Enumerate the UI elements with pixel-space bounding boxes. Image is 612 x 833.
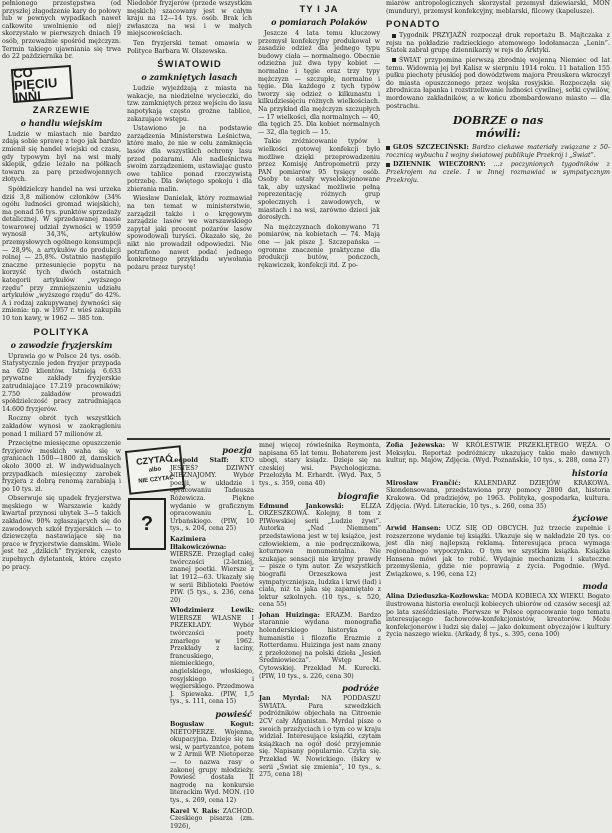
- ponadto-paragraph-2: [386, 57, 610, 110]
- book-jezewska: Zofia Jeżewska: W KRÓLESTWIE PRZEKLĘTEGO WĘŻA. O Meksyku. Reportaż podróżniczy ukazujący takie mało dawnych kultur, np. Majów, Zdjęcia. (Wyd. Poznańskie, 10 tys., s. 288, cena 27): [386, 442, 610, 465]
- polityka-paragraph-2: Roczny obrót tych wszystkich zakładów wynosi w zaokrągleniu ponad 1 miliard 57 milionów zł.: [2, 415, 121, 438]
- book-huizinga: Johan Huizinga: ERAZM. Bardzo starannie wydana monografia holenderskiego historyka o humanistie i filozofie Erazmie z Rotterdamu. Huizinga jest nam znany z przełożonej na polski dzieła „Jesień Średniowiecza”. Wstęp M. Cytowskiej. Przekład M. Kurecki. (PIW, 10 tys., s. 226, cena 30): [259, 611, 381, 680]
- moda-label: moda: [582, 581, 608, 592]
- rais-continued: mnej więcej rówieśnika Reymonta, napisana 65 lat temu. Bohaterem jest ubogi, stary ksiądz. Dzieje się na czeskiej wsi. Psychologiczna. Przełożyła M. Erhardt. (Wyd. Pax, 5 tys., s. 359, cena 40): [259, 442, 381, 487]
- column-1: [2, 0, 121, 573]
- col2-top-text-2: Ten fryzjerski temat omawia w Polityce Barbara W. Olszewska.: [127, 39, 252, 55]
- czytac-text-2: albo: [148, 466, 162, 474]
- book-lewik: Włodzimierz Lewik: WIERSZE WŁASNE I PRZEKŁADY. Wybór twórczości poety zmarłego w 1962. Przekłady z łaciny, francuskiego, niemieckiego, angielskiego, włoskiego, rosyjskiego i węgierskiego. Przedmowa J. Spiewaka. (PIW, 1,5 tys., s. 111, cena 15): [170, 607, 254, 706]
- glos-label: GŁOS SZCZECIŃSKI:: [393, 144, 469, 152]
- polityka-paragraph-3: Przeciętne miesięczne opuszczenie fryzjerów męskich waha się w granicach 1500—1800 zł, damskich około 3000 zł. W indywidualnych przypadkach miesięczny zarobek fryzjera z dobrą renomą zarabiają i po 10 tys. zł.: [2, 440, 121, 493]
- tyija-paragraph-1: Jeszcze 4 lata temu kluczowy przemysł konfekcyjny produkował w zasadzie odzież dla jednego typu budowy ciała — normalnego. Obecnie odzieżna już dwa typy kobiet — normalne i tęgie oraz trzy typy mężczyzn — szczupłe, normalne i tęgie. Dla każdego z tych typów tworzy się odzież o kilkunastu i kilkudziesięciu różnych wielkościach. Na przykład dla mężczyzn szczupłych — 17 wielkości, dla normalnych — 40, dla tęgich 25. Dla kobiet normalnych — 32, dla tęgich — 15.: [258, 30, 380, 136]
- col1-top-text: pełnionego przestępstwa (od przyszłej złagodzenie kary do połowy lub w pewnych wypadkach nawet całkowite uwolnienie od niej) skorzystało w pierwszych dniach 19 osób, przeważnie spośród mężczyzn. Termin takiego ujawniania się trwa do 22 października br.: [2, 0, 121, 61]
- book-jankowski: Edmund Jankowski: ELIZA ORZESZKOWA. Kolejny, 8 tom z PIWowskiej serii „Ludzie żywi”. Autorka „Nad Niemnem” przedstawiona jest w tej książce, jest człowiekiem, a nie podręcznikowa, koturnowa monumentalna. Nie szukając sensacji nie kryjmy prawdy — pisze o tym autor. Ze wszystkich biografii Orzeszkowa jest sympatyczniejsza, ludzka i krwi (ład) i ciała, niż ta jaka się zapamiętało z lektur szkolnych. (10 tys., s. 520, cena 55): [259, 502, 381, 609]
- book-dzieduszka: Alina Dzieduszka-Kozłowska: MODA KOBIECA XX WIEKU. Bogato ilustrowana historia ewolucji kobiecych ubiorów od czasów secesji aż po lata sześćdziesiąte. Pierwsze w Polsce opracowanie tego tematu interesującego fachowców-konfekcjonistów, kreatorów. Może konfekcjonerów i ludzi się dalej — jako dokument obyczajów i kultury życia naszego wieku. (Arkady, 8 tys., s. 395, cena 100): [386, 593, 610, 639]
- ponadto-heading: PONADTO: [386, 19, 441, 31]
- book-francic: Mirosław Frančić: KALENDARZ DZIEJÓW KRAKOWA. Skondensowana, przedstawiona przy pomocy 2800 dat, historia Krakowa. Od pradziejów, po 1963. Polityka, gospodarka, kultura. Zdjęcia. (Wyd. Literackie, 10 tys., s. 260, cena 35): [386, 479, 610, 510]
- zarzewie-paragraph-1: Ludzie w miastach nie bardzo zdają sobie sprawę z tego jak bardzo zmienił się handel wiejski od czasu, gdy typowym był na wsi mały sklepik, gdzie leżało na półkach towaru za parę przedwojennych złotych.: [2, 130, 121, 184]
- poezja-label: poezja: [222, 445, 252, 455]
- zarzewie-heading: ZARZEWIE: [32, 104, 91, 116]
- dobrze-line-1: DOBRZE o nas: [452, 114, 544, 128]
- column-4: [386, 0, 610, 186]
- polityka-paragraph-4: Obserwuje się upadek fryzjerstwa męskiego w Warszawie każdy kwartał przynosi ubytek 3—5 takich zakładów. 90% zgłaszających się do zawodowych szkół fryzjerskich — to dziewczęta nastawiające się na prace w fryzjerstwie damskim. Wiele jest też „dzikich” fryzjerek, często zupełnych dyletantek, które często po pracy.: [2, 495, 121, 571]
- book-section-border: [127, 438, 610, 440]
- czytac-text-1: CZYTAĆ: [135, 453, 173, 467]
- powiesc-label: powieść: [215, 709, 252, 719]
- col4-top-text: miarów antropologicznych skorzystał przemysł dziewiarski, MON (mundury), przemysł konfekcyjny, meblarski, filcowy (kapelusze).: [386, 0, 610, 15]
- dobrze-line-2: mówili:: [475, 127, 521, 141]
- dziennik-quote: [386, 161, 610, 184]
- books-column-d: [386, 442, 610, 642]
- historia-label: historia: [571, 467, 608, 478]
- column-3: [258, 0, 380, 271]
- zyciowe-label: życiowe: [572, 513, 608, 524]
- tyija-paragraph-3: Na mężczyznach dokonywano 71 pomiarów, na kobietach — 74. Mają one — jak pisze J. Szczepańska — ogromne znaczenie praktyczne dla produkcji butów, pończoch, rękawiczek, konfekcji itd. Z po-: [258, 223, 380, 269]
- bullet-icon: [386, 163, 390, 167]
- bullet-icon: [392, 58, 396, 62]
- ponadto-paragraph-1: [386, 32, 610, 55]
- column-2: [127, 0, 252, 273]
- co-piszą-inni-logo: CO PIĘCIU INNI: [11, 65, 73, 103]
- polityka-heading: POLITYKA: [33, 326, 90, 338]
- polityka-paragraph-1: Uprawia go w Polsce 24 tys. osób. Statystycznie jeden fryzjer przypada na 620 klientów. Istnieją 6.633 prywatne zakłady fryzjerskie zatrudniające 17.219 pracowników; 2.750 zakładów prowadzi spółdzielczość pracy zatrudniająca 14.600 fryzjerów.: [2, 352, 121, 413]
- books-column-a: [127, 442, 175, 556]
- swiatowid-paragraph-2: Ustawiono je na podstawie zarządzenia Ministerstwa Leśnictwa, które mało, że nie w celu zamknięcia lasów dla wszystkich ochrony lasu przed pożarami. Ale nadleśnictwa swoim zarządzeniem, ustawiając gusto owe tablice ponad rzeczywistą potrzebę. Dla świętego spokoju i dla zbierania malin.: [127, 125, 252, 193]
- book-myrdal: Jan Myrdal: NA PODDASZU ŚWIATA. Para szwedzkich podróżników objechała na Citroenie 2CV cały Afganistan. Myrdal pisze o swoich przeżyciach i o tym co w kraju widział. Interesujące książki, czytam książkach na ogół dość przyjemnie się. Napisany popularnie. Czyta się. Przekład W. Nowickiego. (Iskry w serii „Świat się zmienia”, 10 tys., s. 275, cena 18): [259, 695, 381, 779]
- bullet-icon: [392, 34, 396, 38]
- tyija-subheading: o pomiarach Polaków: [271, 17, 367, 27]
- question-mark-icon: ?: [128, 498, 166, 550]
- book-rais: Karel V. Rais: ZACHOD. Czeskiego pisarza (zm. 1926),: [170, 807, 254, 830]
- dziennik-text: ...z poczynionych tygodników z Przekrojem na czele. I w Innej rozmawiać w sympatycznym Przekroju.: [386, 161, 610, 184]
- books-column-b: [170, 442, 254, 833]
- polityka-subheading: o zawodzie fryzjerskim: [10, 339, 113, 350]
- book-staff: Leopold Staff: KTO JESTEŚ? DZIWNY NIEZNAJOMY. Wybór poezji, w układzie i opracowaniu Tadeusza Różewicza. Piękne wydanie w graficznym opracowaniu L. Urbańskiego. (PIW, 10 tys., s. 204, cena 25): [170, 457, 254, 533]
- book-kogut: Bogusław Kogut: NIETOPERZE. Wojenna, okupacyjna. Dzieje się na wsi, w partyzantce, potem w 2 Armii WP. Nietoperze — to nazwa rasy o zakonej grupy młodzieży. Powieść dostała II nagrodę na konkursie literackim Wyd. MON. (10 tys., s. 269, cena 12): [170, 721, 254, 804]
- swiatowid-subheading: o zamkniętych lasach: [141, 72, 238, 83]
- tyija-heading: TY I JA: [299, 4, 339, 15]
- glos-text: Bardzo ciekawe materiały związane z 50-rocznicą wybuchu I wojny światowej publikuje Przekrój i „Świat”.: [386, 144, 610, 159]
- swiatowid-paragraph-3: Wiesław Danielak, który rozmawiał na ten temat w ministerstwie, zarządził także i o kręgowym zarządzie lasów we warszawskiego zapytał jaki procent pożarów lasów spowodowali turyści. Okazało się, że nikt nie prowadził odpowiedzi. Nie potrafiono nawet podać jednego konkretnego przykładu wywołania pożaru przez turystę!: [127, 195, 252, 271]
- podroze-label: podróże: [341, 683, 379, 694]
- zarzewie-subheading: o handlu wiejskim: [20, 117, 103, 128]
- biografie-label: biografie: [337, 490, 379, 501]
- dobrze-o-nas-heading: [386, 114, 610, 140]
- swiatowid-paragraph-1: Ludzie wyjeżdżają z miasta na wakacje, na niedzielne wycieczki, do tzw. zamkniętych przez wejściu do lasu napotykają często groźne tablice, zakazujące wstępu.: [127, 85, 252, 123]
- czytac-text-3: NIE CZYTAĆ: [138, 475, 175, 485]
- book-illakowiczowna: Kazimiera Iłłakowiczówna: WIERSZE. Przegląd całej twórczości (2-letniej, znanej poetki. Wiersze z lat 1912—63. Ukazały się w serii Biblioteki Poetów PIW. (5 tys., s. 236, cena 20): [170, 535, 254, 604]
- books-column-c: [259, 442, 381, 782]
- swiatowid-heading: ŚWIATOWID: [157, 59, 222, 71]
- book-hansen: Arwid Hansen: UCZ SIĘ OD OBCYCH. Już trzecie zupełnie i rozszerzone wydanie tej książki. Ukazuje się w nakładzie 20 tys. co jest dla niej najlepszą reklamą. Interesująca praca wymaga regionalnego wypoczynku. O tym we szystkim książka. Książka Hansena mówi jak to robić. Wydajnie mechanizm i skuteczne przemyślenia, gdzie nie poprawią z życia. Pogodnie. (Wyd. Związkowe, s. 196, cena 12): [386, 525, 610, 578]
- col2-top-text: Niedobór fryzjerów (przede wszystkim męskich) szacowany jest w całym kraju na 12—14 tys. osób. Brak ich zwłaszcza na wsi i w małych miejscowościach.: [127, 0, 252, 38]
- ponadto-text-2: ŚWIAT przypomina pierwszą zbrodnię wojenną Niemiec od lat temu. Widownią jej był Kalisz w sierpniu 1914 roku. 11 batalion 155 pułku piechoty pruskiej pod dowództwem majora Preuskera wkroczył do miasta opuszczonego przez wojska rosyjskie. Rozpoczęła się zbrodnicza łapanka i rozstrzeliwanie ludności cywilnej, setki cywilów, mordowano zakładników, a w końcu zbombardowano miasto — dla postrachu.: [386, 56, 610, 110]
- glos-quote: [386, 144, 610, 159]
- tyija-paragraph-2: Takie zróżnicowanie typów i wielkości gotowej konfekcji było możliwe dzięki przeprowadzeniu przez Komisję Antropometrii przy PAN pomiarów 95 tysięcy osób. Osoby te ostały wyselekcjonowane tak, aby uzyskać możliwie pełną reprezentację różnych grup społecznych i zawodowych, w miastach i na wsi, zarówno dzieci jak dorosłych.: [258, 138, 380, 222]
- bullet-icon: [386, 146, 390, 150]
- ponadto-text-1: Tygodnik PRZYJAŹŃ rozpoczął druk reportażu B. Majtczaka z rejsu na pokładzie radzieckiego atomowego lodołamacza „Lenin”. Statek zabrał grupę dziennikarzy w rejs do Arktyki.: [386, 32, 610, 55]
- zarzewie-paragraph-2: Spółdzielczy handel na wsi urzeka dziś 3,8 milionów członków (34% ogółu ludności gromad wiejskich), ma ponad 56 tys. punktów sprzedaży detalicznej. W sprzedawanej masie towarowej udział żywności w 1959 wynosił 34,3%, artykułów przemysłowych ogólnego konsumpcji — 28,9%, a artykułów do produkcji rolnej — 25,8%. Ostatnio następiło znaczne przesunięcie popytu na korzyść tych dwóch ostatnich kategorii artykułów „wyższego rzędu” przy zmniejszeniu udziału artykułów „wyższego rzędu” do 42%. A i rodzaj zakupywanej żywności się zmienia: np. w 1957 r. wieś zakupiła 10 ton kawy, w 1962 — 385 ton.: [2, 185, 121, 322]
- dziennik-label: DZIENNIK WIECZORNY:: [393, 161, 486, 169]
